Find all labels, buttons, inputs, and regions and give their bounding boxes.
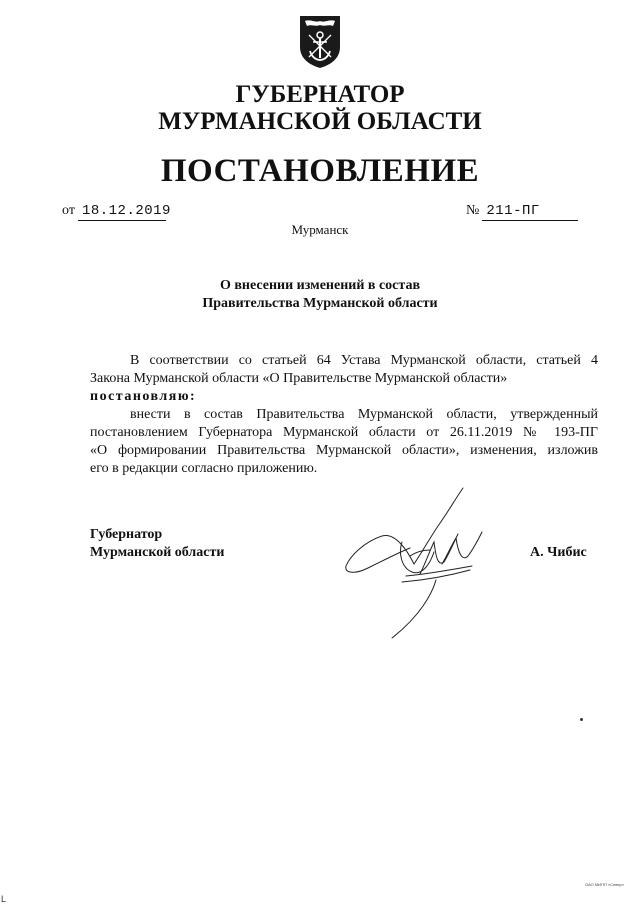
document-date: 18.12.2019 <box>78 202 166 221</box>
date-prefix: от <box>62 203 75 218</box>
organization-title-line2: МУРМАНСКОЙ ОБЛАСТИ <box>158 108 482 135</box>
body-line: постановлением Губернатора Мурманской области от 26.11.2019 № 193-ПГ <box>90 425 598 440</box>
subject-line2: Правительства Мурманской области <box>202 296 438 311</box>
body-line: Закона Мурманской области «О Правительстве Мурманской области» <box>90 371 508 386</box>
body-paragraph-basis <box>90 352 598 388</box>
number-prefix: № <box>466 203 480 218</box>
scan-corner-mark: L <box>1 894 7 904</box>
body-paragraph-decision <box>90 406 598 478</box>
body-line: «О формировании Правительства Мурманской области», изменения, изложив <box>90 443 598 458</box>
document-number: 211-ПГ <box>482 202 578 221</box>
document-city: Мурманск <box>291 222 349 237</box>
body-line: В соответствии со статьей 64 Устава Мурманской области, статьей 4 <box>130 353 598 368</box>
subject-line1: О внесении изменений в состав <box>219 278 421 293</box>
print-mark: ОАО МИПП «Север» <box>585 882 624 887</box>
handwritten-signature <box>338 482 498 642</box>
document-type: ПОСТАНОВЛЕНИЕ <box>160 153 480 189</box>
body-line: внести в состав Правительства Мурманской области, утвержденный <box>130 407 598 422</box>
coat-of-arms-icon <box>297 13 343 69</box>
document-subject <box>0 277 640 313</box>
decree-word: постановляю: <box>90 389 197 404</box>
signer-name: А. Чибис <box>530 545 587 560</box>
signer-title-line1: Губернатор <box>90 527 163 542</box>
scan-speck <box>580 718 583 721</box>
body-line: его в редакции согласно приложению. <box>90 461 318 476</box>
organization-title-line1: ГУБЕРНАТОР <box>235 81 405 108</box>
document-date-row <box>62 202 171 221</box>
signer-title <box>90 526 224 562</box>
signer-title-line2: Мурманской области <box>90 545 225 560</box>
document-number-row <box>466 202 578 221</box>
